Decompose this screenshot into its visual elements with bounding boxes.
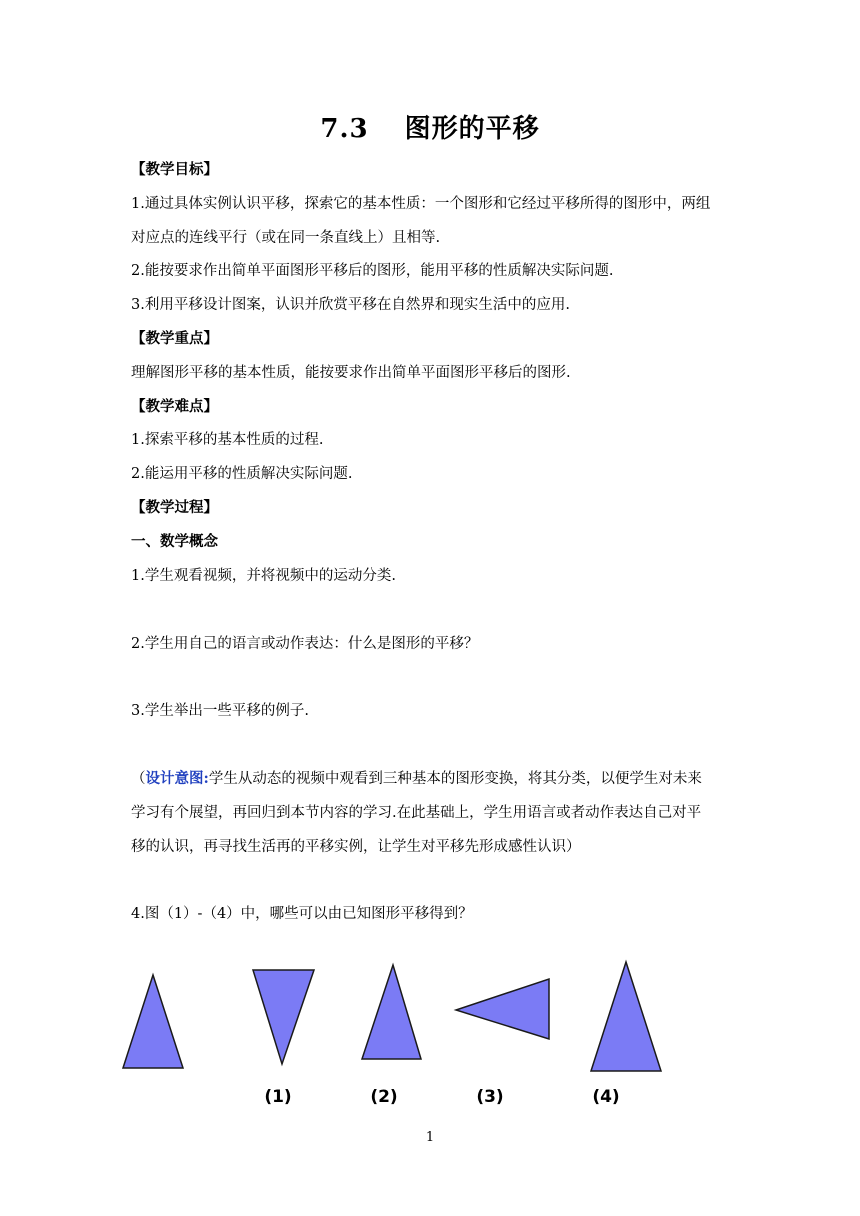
triangle-3 xyxy=(456,979,549,1039)
concept-3: 3.学生举出一些平移的例子. xyxy=(131,703,309,719)
original-triangle xyxy=(123,975,183,1068)
design-intent-text-1: 学生从动态的视频中观看到三种基本的图形变换，将其分类，以便学生对未来 xyxy=(208,771,702,787)
page-title xyxy=(0,108,860,145)
figure-label-2: (2) xyxy=(370,1087,398,1107)
design-intent-open-paren: （ xyxy=(131,771,146,787)
objective-1-line-1: 1.通过具体实例认识平移，探索它的基本性质：一个图形和它经过平移所得的图形中，两组 xyxy=(131,196,711,212)
question-4: 4.图（1）-（4）中，哪些可以由已知图形平移得到？ xyxy=(131,906,473,922)
triangles-figure xyxy=(110,952,680,1112)
objective-3: 3.利用平移设计图案，认识并欣赏平移在自然界和现实生活中的应用. xyxy=(131,297,570,313)
difficulty-1: 1.探索平移的基本性质的过程. xyxy=(131,432,324,448)
heading-difficulties: 【教学难点】 xyxy=(131,398,218,415)
triangle-2 xyxy=(362,965,421,1059)
heading-process: 【教学过程】 xyxy=(131,499,218,516)
triangle-1 xyxy=(253,970,314,1064)
concept-2: 2.学生用自己的语言或动作表达：什么是图形的平移？ xyxy=(131,636,479,652)
key-points-text: 理解图形平移的基本性质，能按要求作出简单平面图形平移后的图形. xyxy=(131,365,571,381)
objective-2: 2.能按要求作出简单平面图形平移后的图形，能用平移的性质解决实际问题. xyxy=(131,263,614,279)
design-intent-line-3: 移的认识，再寻找生活再的平移实例，让学生对平移先形成感性认识） xyxy=(131,839,581,855)
figure-label-3: (3) xyxy=(476,1087,504,1107)
difficulty-2: 2.能运用平移的性质解决实际问题. xyxy=(131,466,353,482)
triangle-4 xyxy=(591,962,661,1071)
title-number: 7.3 xyxy=(320,114,369,144)
heading-objectives: 【教学目标】 xyxy=(131,161,218,178)
heading-section-one: 一、数学概念 xyxy=(131,533,218,550)
design-intent-line-1 xyxy=(131,767,702,788)
design-intent-label: 设计意图: xyxy=(145,770,209,787)
heading-key-points: 【教学重点】 xyxy=(131,330,218,347)
objective-1-line-2: 对应点的连线平行（或在同一条直线上）且相等. xyxy=(131,230,441,246)
concept-1: 1.学生观看视频，并将视频中的运动分类. xyxy=(131,568,396,584)
figure-label-4: (4) xyxy=(592,1087,620,1107)
design-intent-line-2: 学习有个展望，再回归到本节内容的学习.在此基础上，学生用语言或者动作表达自己对平 xyxy=(131,805,702,821)
page-number: 1 xyxy=(425,1130,435,1145)
title-text: 图形的平移 xyxy=(404,114,540,144)
figure-label-1: (1) xyxy=(264,1087,292,1107)
